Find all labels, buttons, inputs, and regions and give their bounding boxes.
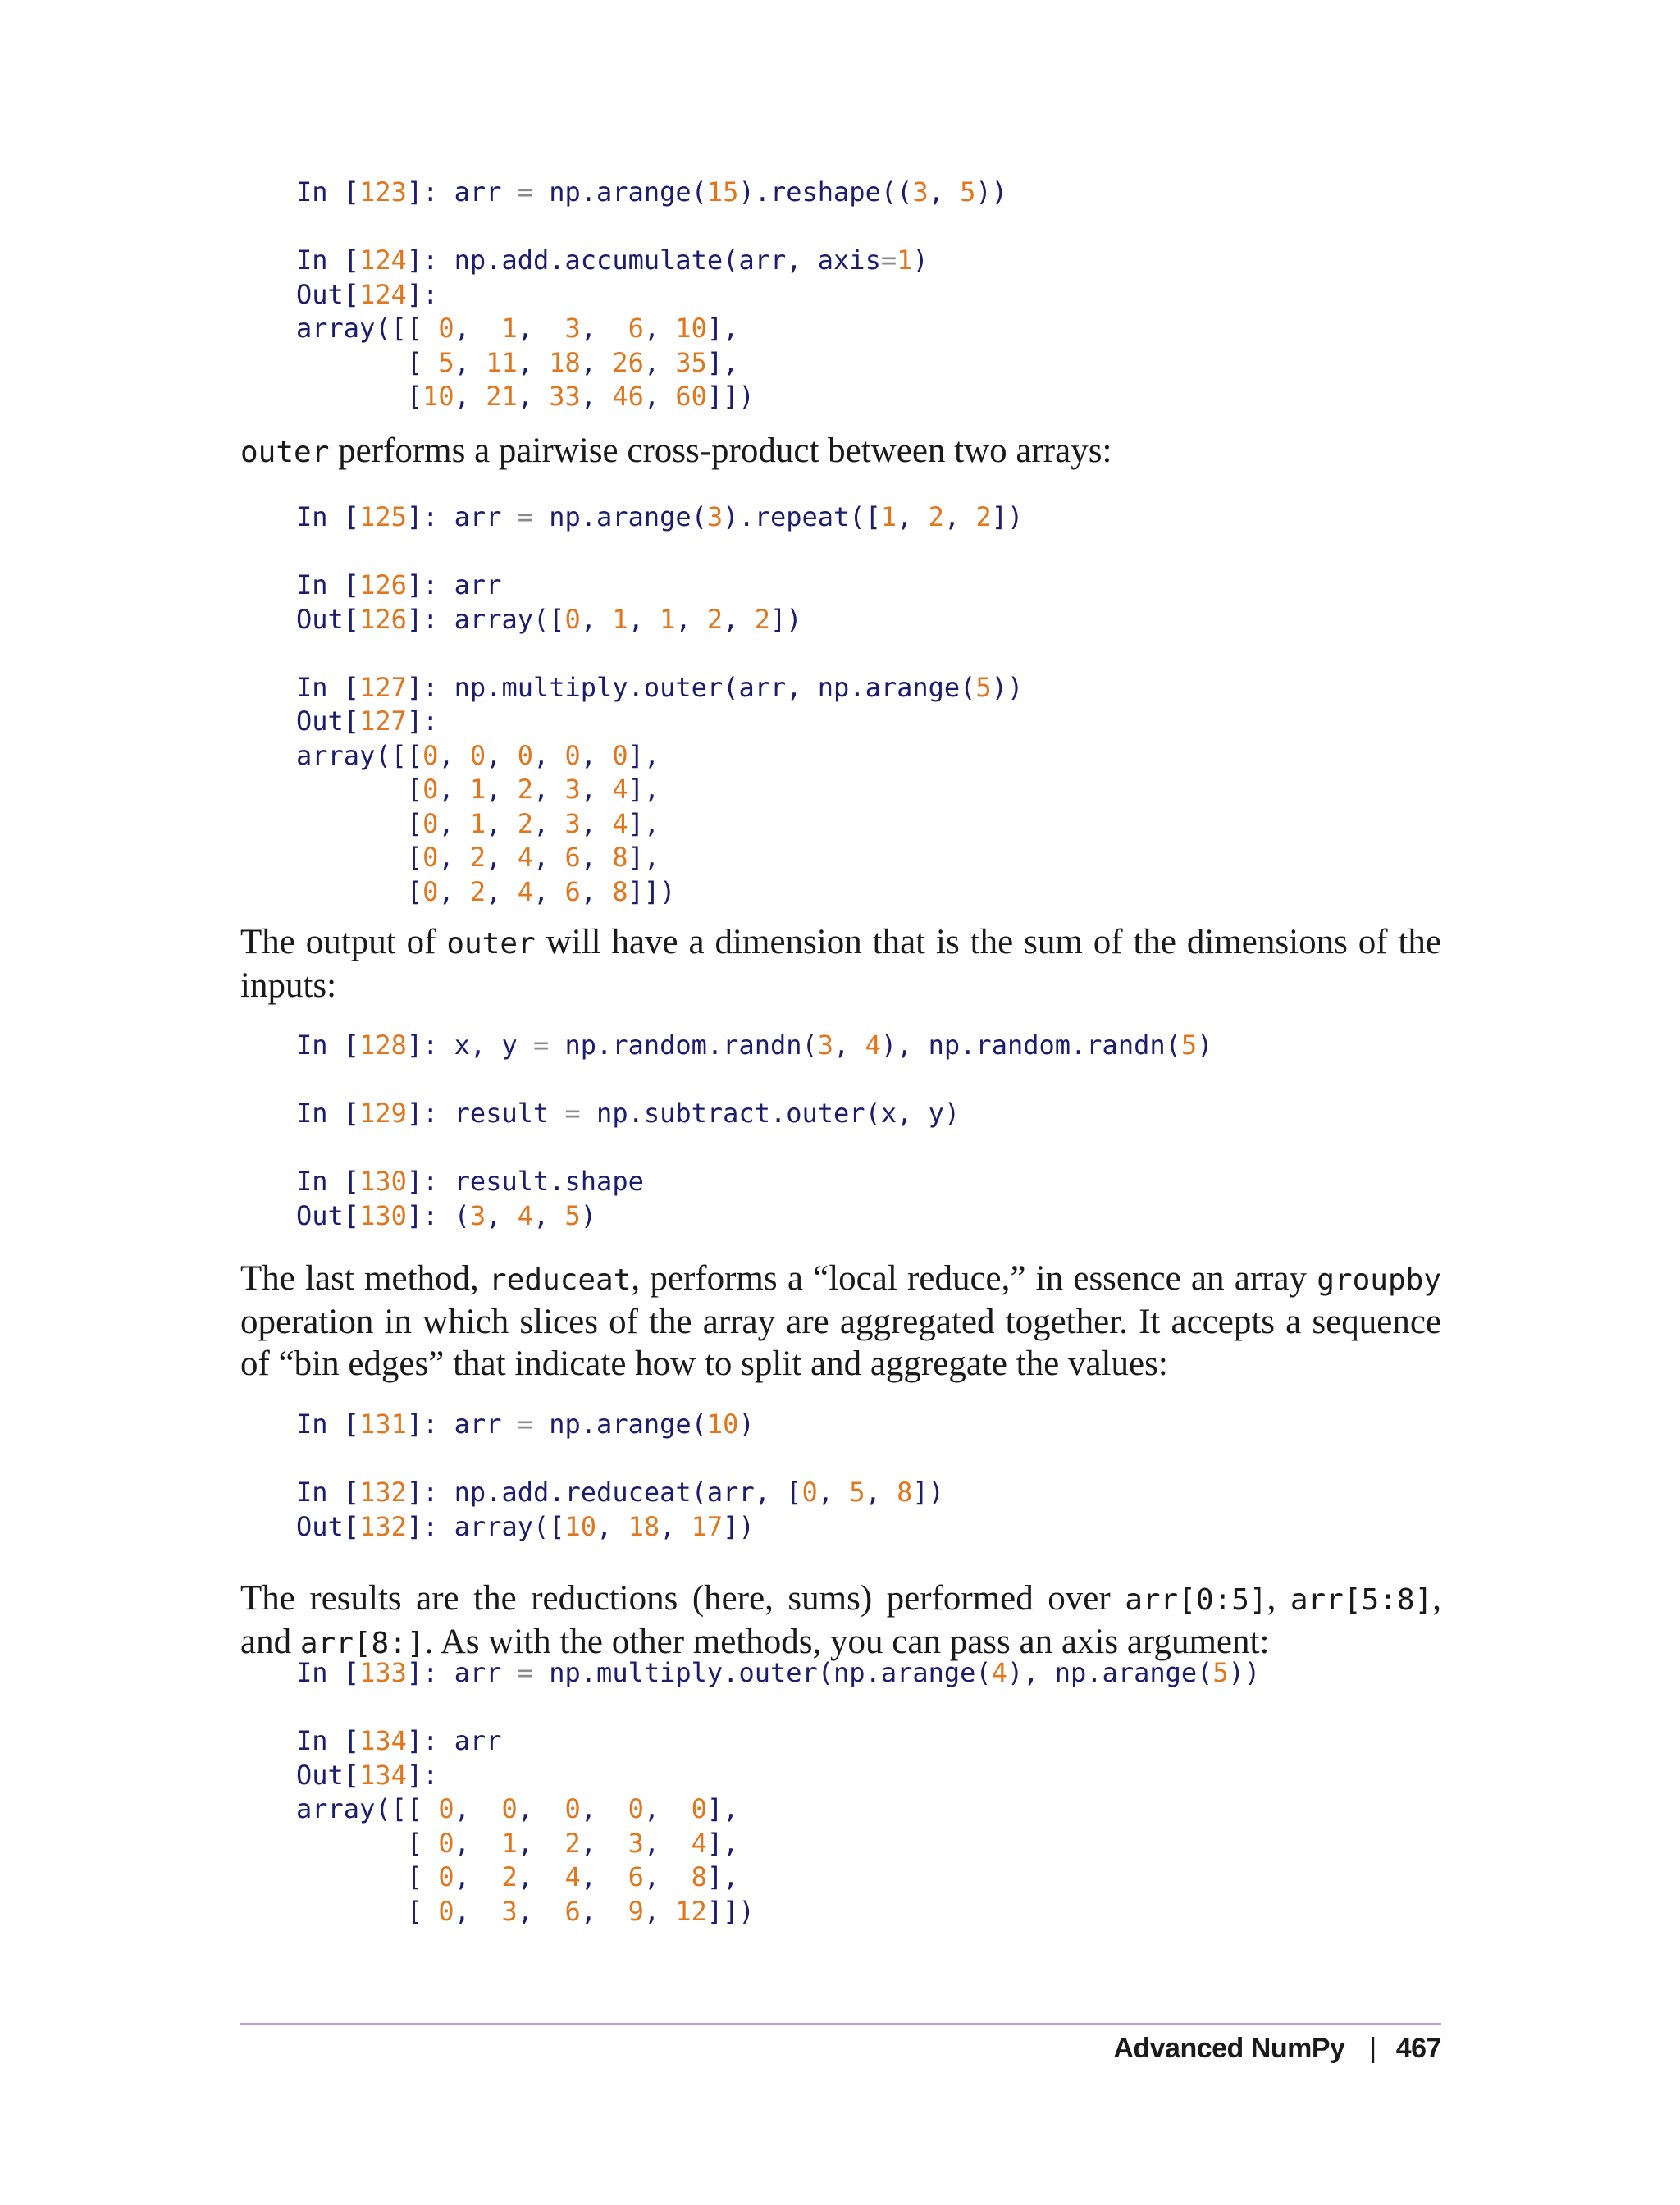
code-line: In [128]: x, y = np.random.randn(3, 4), np.random.randn(5) xyxy=(296,1029,1213,1061)
body-paragraph xyxy=(240,1577,1441,1664)
code-line: In [130]: result.shape xyxy=(296,1166,644,1197)
paragraph-text: operation in which slices of the array are aggregated together. It accepts a sequence of “bin edges” that indicate how to split and aggregate the values: xyxy=(240,1303,1441,1383)
code-line: In [134]: arr xyxy=(296,1725,502,1756)
code-line: [ 0, 2, 4, 6, 8], xyxy=(296,1861,739,1892)
footer-section-title: Advanced NumPy xyxy=(1113,2033,1345,2064)
code-line: Out[132]: array([10, 18, 17]) xyxy=(296,1510,755,1542)
code-line: [0, 2, 4, 6, 8]]) xyxy=(296,875,676,907)
code-line: Out[130]: (3, 4, 5) xyxy=(296,1199,597,1231)
code-line: array([[ 0, 0, 0, 0, 0], xyxy=(296,1793,739,1824)
code-line: [ 0, 3, 6, 9, 12]]) xyxy=(296,1895,755,1927)
code-line xyxy=(296,637,1023,671)
paragraph-text: will have a dimension that is the sum of the dimensions of the inputs: xyxy=(240,923,1441,1005)
code-line: In [124]: np.add.accumulate(arr, axis=1) xyxy=(296,244,929,276)
code-line xyxy=(296,535,1023,569)
code-block xyxy=(296,176,1007,414)
code-line xyxy=(296,1691,1260,1725)
code-line: In [126]: arr xyxy=(296,569,502,600)
code-line: array([[0, 0, 0, 0, 0], xyxy=(296,739,660,771)
code-line: [0, 1, 2, 3, 4], xyxy=(296,807,660,839)
code-line: [ 0, 1, 2, 3, 4], xyxy=(296,1827,739,1859)
code-block xyxy=(296,1408,944,1544)
footer-separator: | xyxy=(1369,2033,1376,2064)
body-paragraph xyxy=(240,430,1441,473)
code-line: In [129]: result = np.subtract.outer(x, y) xyxy=(296,1098,961,1129)
paragraph-text: , xyxy=(1267,1579,1290,1618)
inline-code: arr[0:5] xyxy=(1125,1583,1267,1617)
code-line: In [123]: arr = np.arange(15).reshape((3, 5)) xyxy=(296,176,1007,208)
code-line xyxy=(296,1442,944,1477)
inline-code: arr[8:] xyxy=(299,1627,425,1660)
code-line: Out[127]: xyxy=(296,705,439,737)
inline-code: arr[5:8] xyxy=(1290,1583,1433,1617)
code-line: [0, 1, 2, 3, 4], xyxy=(296,774,660,805)
code-line xyxy=(296,1063,1212,1098)
code-line: In [132]: np.add.reduceat(arr, [0, 5, 8]) xyxy=(296,1477,944,1508)
page-footer xyxy=(1113,2033,1441,2065)
code-line: Out[124]: xyxy=(296,278,439,310)
paragraph-text: The results are the reductions (here, sums) performed over xyxy=(240,1579,1125,1618)
code-line: array([[ 0, 1, 3, 6, 10], xyxy=(296,313,739,344)
code-line xyxy=(296,1131,1212,1166)
inline-code: outer xyxy=(446,927,536,961)
code-line: Out[134]: xyxy=(296,1759,439,1791)
paragraph-text: , and xyxy=(240,1579,1441,1661)
code-line: [ 5, 11, 18, 26, 35], xyxy=(296,346,739,378)
inline-code: reduceat xyxy=(489,1263,632,1297)
code-line: In [133]: arr = np.multiply.outer(np.arange(4), np.arange(5)) xyxy=(296,1657,1261,1688)
code-line: [0, 2, 4, 6, 8], xyxy=(296,842,660,873)
paragraph-text: , performs a “local reduce,” in essence an array xyxy=(631,1259,1317,1298)
code-block xyxy=(296,1029,1212,1233)
code-line: In [125]: arr = np.arange(3).repeat([1, 2, 2]) xyxy=(296,501,1024,532)
code-line: [10, 21, 33, 46, 60]]) xyxy=(296,381,755,412)
paragraph-text: performs a pairwise cross-product between two arrays: xyxy=(329,431,1112,470)
code-block xyxy=(296,500,1023,909)
code-line xyxy=(296,210,1007,244)
footer-rule xyxy=(240,2023,1441,2025)
page-number: 467 xyxy=(1395,2033,1441,2064)
code-line: In [131]: arr = np.arange(10) xyxy=(296,1408,755,1440)
code-line: Out[126]: array([0, 1, 1, 2, 2]) xyxy=(296,603,802,635)
inline-code: groupby xyxy=(1317,1263,1441,1297)
paragraph-text: . As with the other methods, you can pass an axis argument: xyxy=(424,1623,1270,1661)
code-line: In [127]: np.multiply.outer(arr, np.arange(5)) xyxy=(296,671,1024,703)
paragraph-text: The last method, xyxy=(240,1259,489,1298)
paragraph-text: The output of xyxy=(240,923,447,961)
inline-code: outer xyxy=(240,436,330,469)
code-block xyxy=(296,1656,1260,1929)
body-paragraph xyxy=(240,1258,1441,1385)
body-paragraph xyxy=(240,921,1441,1007)
